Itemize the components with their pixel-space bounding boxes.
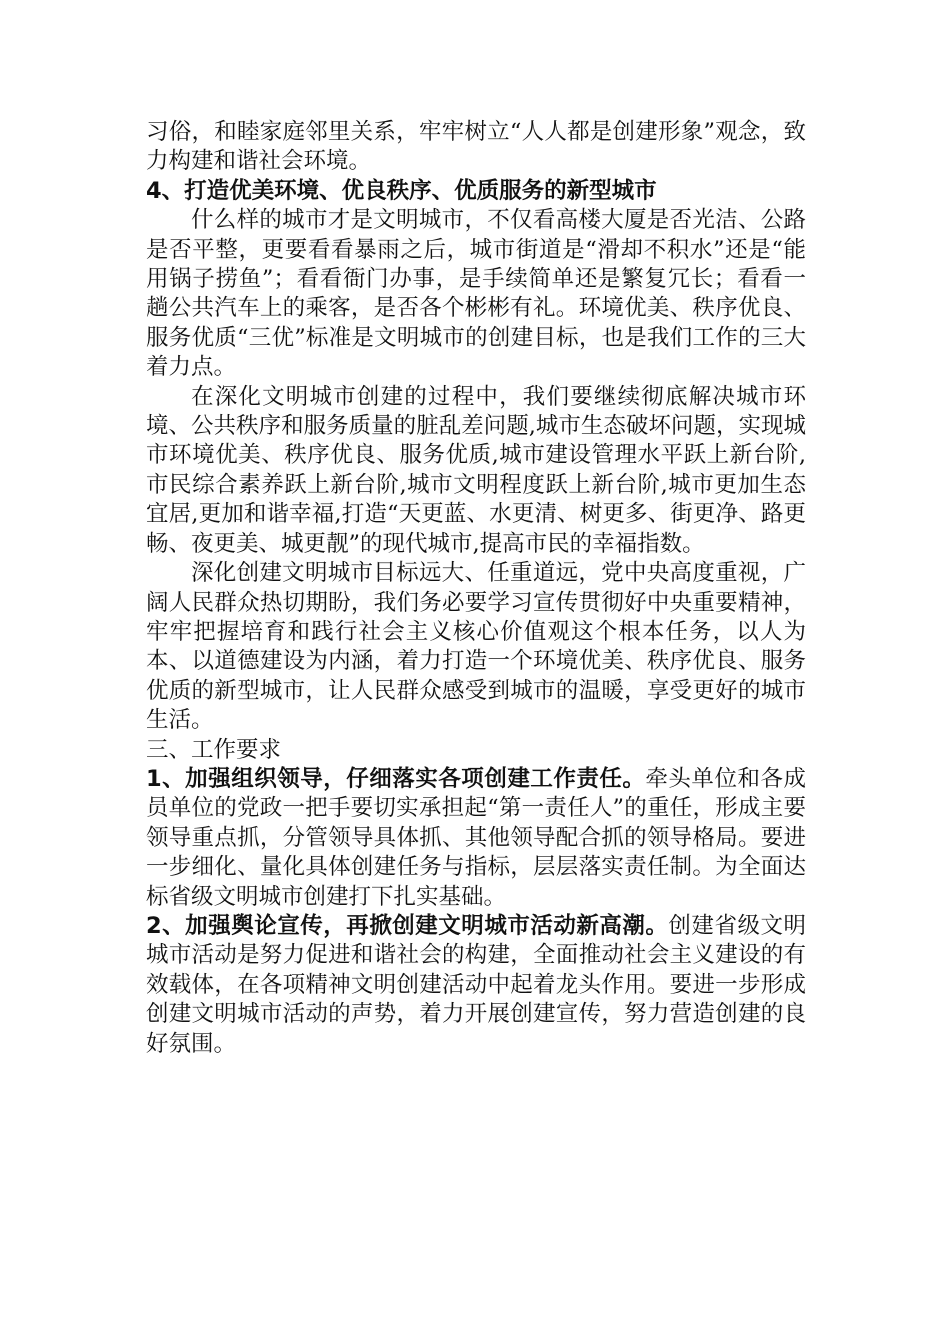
requirement-2-text: 创建省级文明城市活动是努力促进和谐社会的构建，全面推动社会主义建设的有效载体，在各项精神文明创建活动中起着龙头作用。要进一步形成创建文明城市活动的声势，着力开展创建宣传，努力营造创建的良好氛围。 [146, 912, 806, 1057]
requirement-1-heading: 1、加强组织领导，仔细落实各项创建工作责任。 [146, 765, 646, 792]
paragraph-2: 在深化文明城市创建的过程中，我们要继续彻底解决城市环境、公共秩序和服务质量的脏乱差问题,城市生态破坏问题，实现城市环境优美、秩序优良、服务优质,城市建设管理水平跃上新台阶,市民综合素养跃上新台阶,城市文明程度跃上新台阶,城市更加生态宜居,更加和谐幸福,打造“天更蓝、水更清、树更多、街更净、路更畅、夜更美、城更靓”的现代城市,提高市民的幸福指数。 [146, 383, 806, 557]
requirement-1-text: 牵头单位和各成员单位的党政一把手要切实承担起“第一责任人”的重任，形成主要领导重点抓，分管领导具体抓、其他领导配合抓的领导格局。要进一步细化、量化具体创建任务与指标，层层落实责任制。为全面达标省级文明城市创建打下扎实基础。 [146, 765, 806, 910]
paragraph-continuation: 习俗，和睦家庭邻里关系，牢牢树立“人人都是创建形象”观念，致力构建和谐社会环境。 [146, 119, 806, 175]
requirement-1 [146, 765, 806, 912]
document-page [146, 118, 806, 1059]
requirement-2 [146, 912, 806, 1059]
requirement-2-heading: 2、加强舆论宣传，再掀创建文明城市活动新高潮。 [146, 912, 669, 939]
heading-4: 4、打造优美环境、优良秩序、优质服务的新型城市 [146, 177, 657, 204]
paragraph-1: 什么样的城市才是文明城市，不仅看高楼大厦是否光洁、公路是否平整，更要看看暴雨之后，城市街道是“滑却不积水”还是“能用锅子捞鱼”；看看衙门办事，是手续简单还是繁复冗长；看看一趟公共汽车上的乘客，是否各个彬彬有礼。环境优美、秩序优良、服务优质“三优”标准是文明城市的创建目标，也是我们工作的三大着力点。 [146, 207, 806, 381]
paragraph-3: 深化创建文明城市目标远大、任重道远，党中央高度重视，广阔人民群众热切期盼，我们务必要学习宣传贯彻好中央重要精神，牢牢把握培育和践行社会主义核心价值观这个根本任务，以人为本、以道德建设为内涵，着力打造一个环境优美、秩序优良、服务优质的新型城市，让人民群众感受到城市的温暖，享受更好的城市生活。 [146, 560, 806, 734]
section-3-title: 三、工作要求 [146, 736, 282, 763]
